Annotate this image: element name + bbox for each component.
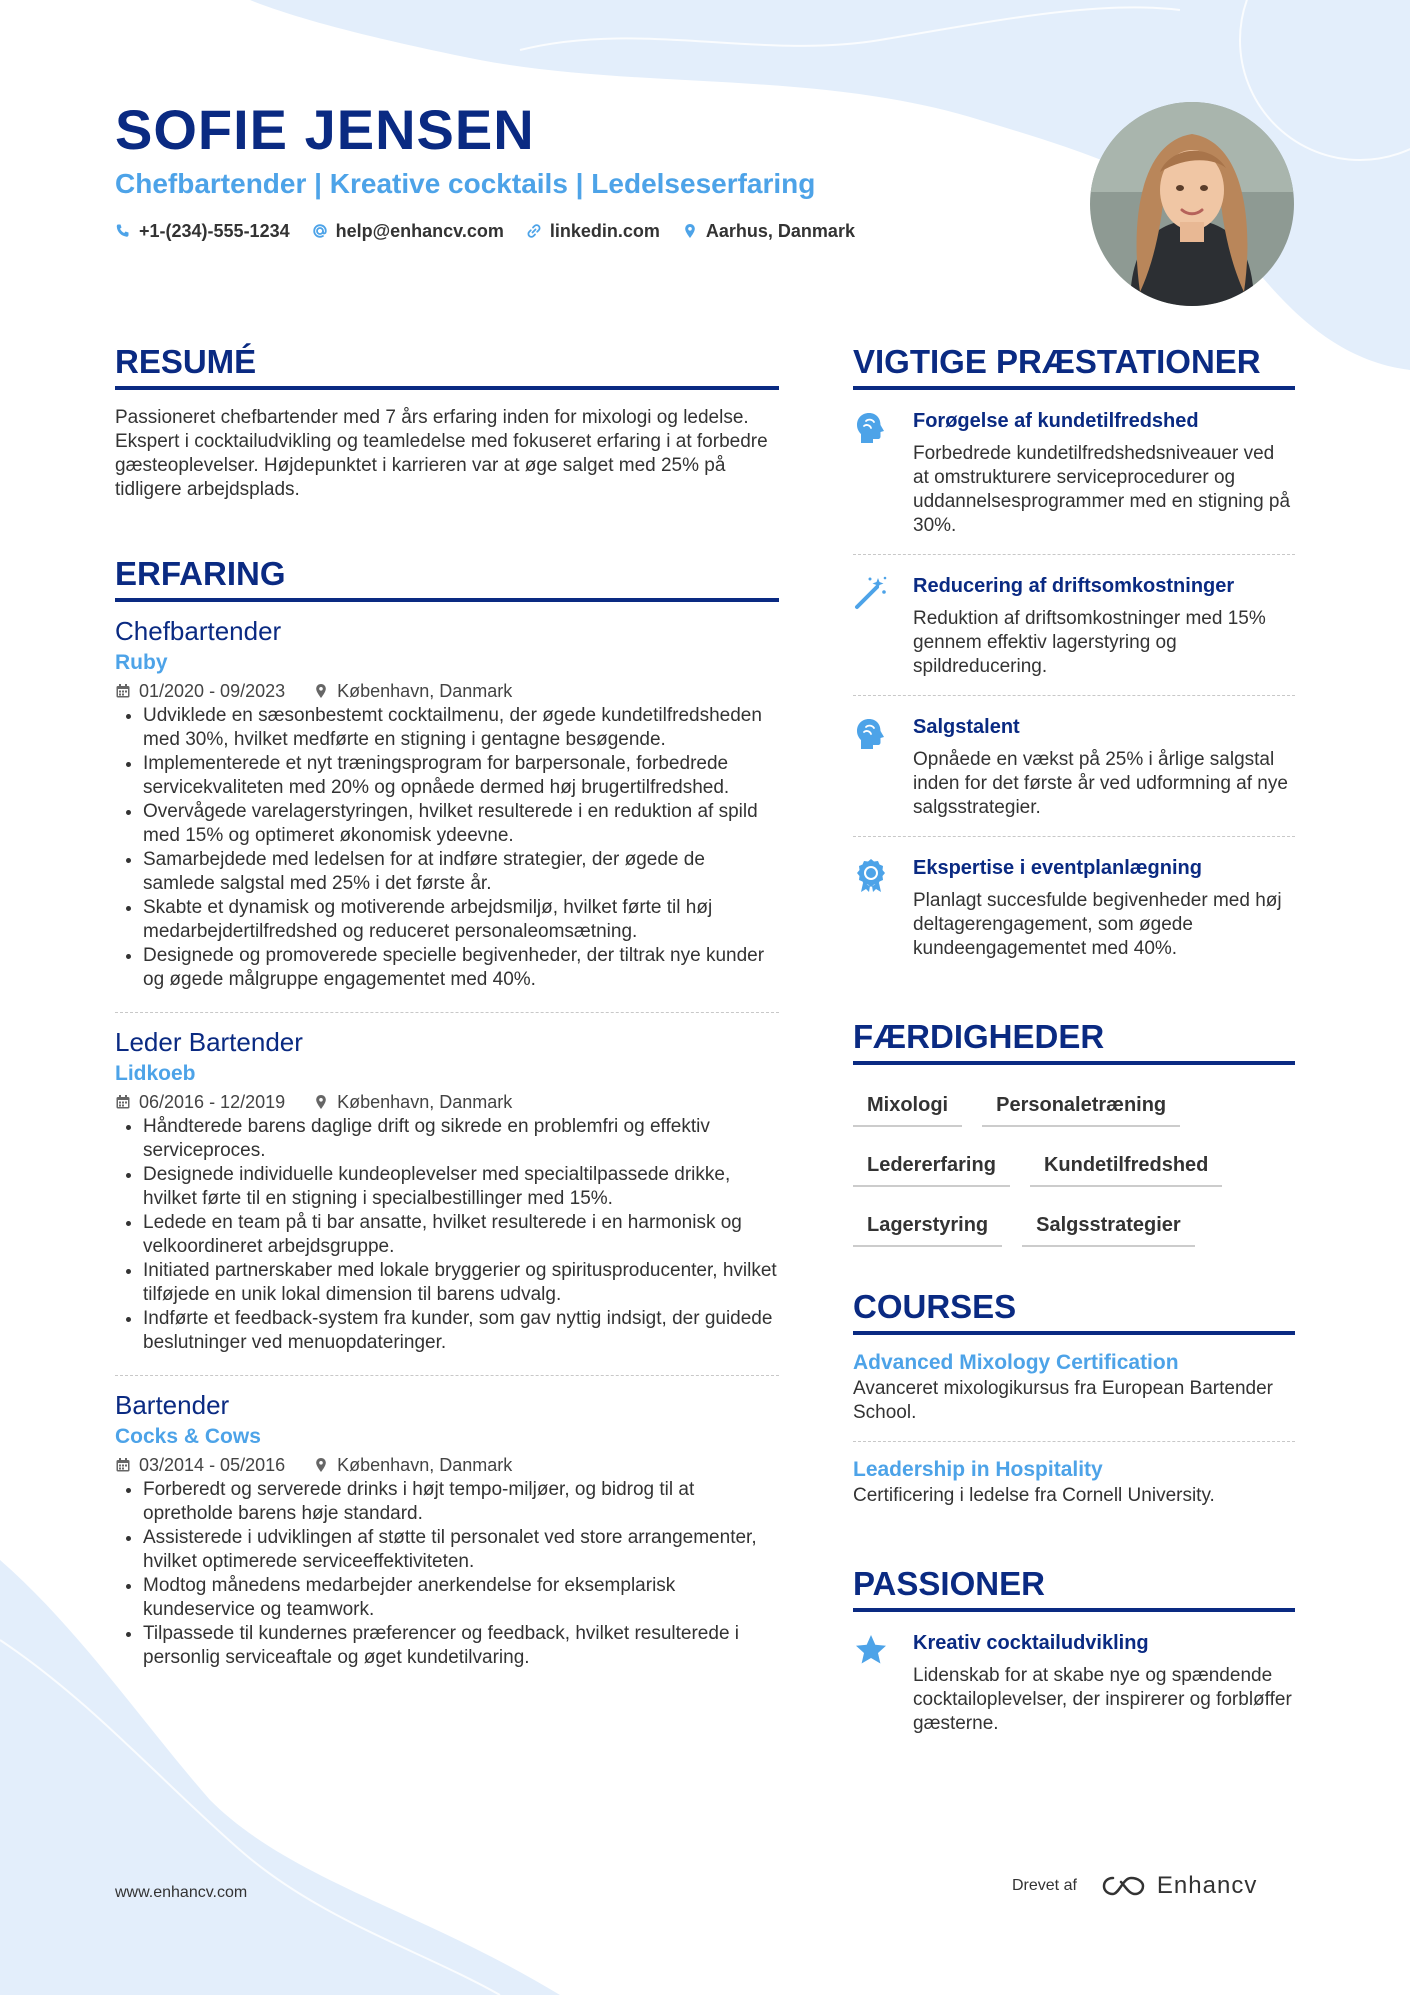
achievements-heading: VIGTIGE PRÆSTATIONER [853, 340, 1295, 390]
award-icon [853, 857, 889, 893]
headline: Chefbartender | Kreative cocktails | Ledelseserfaring [115, 168, 816, 199]
job-bullet: • Modtog månedens medarbejder anerkendelse for eksemplarisk kundeservice og teamwork. [143, 1574, 779, 1622]
job-dates-text: 03/2014 - 05/2016 [139, 1455, 286, 1475]
location-pin-icon [313, 1457, 329, 1473]
job-entry [115, 1376, 779, 1690]
candidate-name: SOFIE JENSEN [115, 98, 535, 161]
job-bullet: • Indførte et feedback-system fra kunder, som gav nyttig indsigt, der guidede beslutninger ved menuopdateringer. [143, 1307, 779, 1355]
enhancv-logo[interactable] [1101, 1872, 1257, 1900]
job-location-text: København, Danmark [337, 1455, 513, 1475]
achievements-section [853, 340, 1295, 977]
achievement-title: Forøgelse af kundetilfredshed [913, 410, 1199, 432]
job-bullet: • Assisterede i udviklingen af støtte til personalet ved store arrangementer, hvilket optimerede serviceeffektiviteten. [143, 1526, 779, 1574]
passion-item [853, 1612, 1295, 1752]
job-title: Chefbartender [115, 616, 282, 646]
summary-text: Passioneret chefbartender med 7 års erfaring inden for mixologi og ledelse. Ekspert i cocktailudvikling og teamledelse med fokuseret erfaring i at forbedre gæsteoplevelser. Højdepunktet i karrieren var at øge salget med 25% på tidligere arbejdsplads. [115, 407, 768, 500]
achievement-item [853, 837, 1295, 977]
footer-website[interactable]: www.enhancv.com [115, 1884, 248, 1901]
job-bullet: • Overvågede varelagerstyringen, hvilket resulterede i en reduktion af spild med 15% og optimeret økonomisk ydeevne. [143, 800, 779, 848]
location-text: Aarhus, Danmark [705, 221, 855, 241]
achievement-description: Reduktion af driftsomkostninger med 15% gennem effektiv lagerstyring og spildreducering. [913, 608, 1266, 677]
course-item [853, 1442, 1295, 1524]
company-name: Lidkoeb [115, 1062, 196, 1085]
job-bullet: • Initiated partnerskaber med lokale bryggerier og spiritusproducenter, hvilket tilføjede en unik lokal dimension til barens udvalg. [143, 1259, 779, 1307]
job-title: Leder Bartender [115, 1027, 303, 1057]
job-meta [115, 1089, 779, 1115]
skill-tag: Salgsstrategier [1022, 1207, 1195, 1247]
linkedin-text: linkedin.com [549, 221, 660, 241]
job-bullet: • Samarbejdede med ledelsen for at indføre strategier, der øgede de samlede salgstal med 25% i det første år. [143, 848, 779, 896]
contact-linkedin[interactable] [526, 218, 660, 244]
head-icon [853, 410, 889, 446]
experience-section [115, 552, 779, 1690]
job-meta [115, 1452, 779, 1478]
summary-section [115, 340, 779, 502]
link-icon [526, 223, 542, 239]
phone-text: +1-(234)-555-1234 [139, 221, 290, 241]
company-name: Cocks & Cows [115, 1425, 261, 1448]
skills-heading: FÆRDIGHEDER [853, 1015, 1295, 1065]
job-bullet: • Forberedt og serverede drinks i højt tempo-miljøer, og bidrog til at opretholde barens høje standard. [143, 1478, 779, 1526]
at-icon [312, 223, 328, 239]
job-bullets [115, 704, 779, 992]
job-dates-text: 01/2020 - 09/2023 [139, 681, 286, 701]
experience-heading: ERFARING [115, 552, 779, 602]
contact-location [682, 218, 855, 244]
job-bullets [115, 1478, 779, 1670]
brand-name: Enhancv [1156, 1872, 1258, 1899]
location-pin-icon [313, 683, 329, 699]
achievement-title: Reducering af driftsomkostninger [913, 575, 1235, 597]
job-dates [115, 678, 285, 704]
company-name: Ruby [115, 651, 168, 674]
passion-description: Lidenskab for at skabe nye og spændende cocktailoplevelser, der inspirerer og forbløffer gæsterne. [913, 1665, 1292, 1734]
achievement-item [853, 390, 1295, 555]
summary-heading: RESUMÉ [115, 340, 779, 390]
head-icon [853, 716, 889, 752]
job-location-text: København, Danmark [337, 1092, 513, 1112]
skill-tag: Personaletræning [982, 1087, 1180, 1127]
star-icon [853, 1632, 889, 1668]
job-bullet: • Designede og promoverede specielle begivenheder, der tiltrak nye kunder og øgede målgruppe engagementet med 40%. [143, 944, 779, 992]
job-bullet: • Implementerede et nyt træningsprogram for barpersonale, forbedrede servicekvaliteten med 20% og opnåede dermed høj brugertilfredshed. [143, 752, 779, 800]
job-bullet: • Skabte et dynamisk og motiverende arbejdsmiljø, hvilket førte til høj medarbejdertilfredshed og reduceret personaleomsætning. [143, 896, 779, 944]
calendar-icon [115, 1457, 131, 1473]
job-dates-text: 06/2016 - 12/2019 [139, 1092, 286, 1112]
achievement-description: Opnåede en vækst på 25% i årlige salgstal inden for det første år ved udformning af nye salgsstrategier. [913, 749, 1288, 818]
passions-heading: PASSIONER [853, 1562, 1295, 1612]
job-location-text: København, Danmark [337, 681, 513, 701]
skill-tag: Mixologi [853, 1087, 962, 1127]
achievement-item [853, 696, 1295, 837]
location-pin-icon [682, 223, 698, 239]
passion-title: Kreativ cocktailudvikling [913, 1632, 1149, 1654]
job-dates [115, 1452, 285, 1478]
right-column [853, 340, 1295, 1752]
passions-section [853, 1562, 1295, 1752]
courses-section [853, 1285, 1295, 1524]
job-bullet: • Håndterede barens daglige drift og sikrede en problemfri og effektiv serviceproces. [143, 1115, 779, 1163]
courses-heading: COURSES [853, 1285, 1295, 1335]
job-location [313, 1452, 512, 1478]
job-bullets [115, 1115, 779, 1355]
job-meta [115, 678, 779, 704]
profile-photo [1090, 102, 1294, 306]
job-bullet: • Tilpassede til kundernes præferencer og feedback, hvilket resulterede i personlig serviceaftale og øget kundetilvaring. [143, 1622, 779, 1670]
job-location [313, 678, 512, 704]
contact-bar [115, 218, 855, 244]
course-item [853, 1335, 1295, 1442]
left-column [115, 340, 779, 1690]
skills-section [853, 1015, 1295, 1247]
footer-branding [1012, 1872, 1257, 1900]
magic-wand-icon [853, 575, 889, 611]
powered-by-label: Drevet af [1012, 1877, 1077, 1894]
job-title: Bartender [115, 1390, 230, 1420]
achievement-title: Ekspertise i eventplanlægning [913, 857, 1202, 879]
skill-tag: Kundetilfredshed [1030, 1147, 1222, 1187]
achievement-item [853, 555, 1295, 696]
job-bullet: • Designede individuelle kundeoplevelser med specialtilpassede drikke, hvilket førte til en stigning i specialbestillinger med 15%. [143, 1163, 779, 1211]
achievement-title: Salgstalent [913, 716, 1020, 738]
job-dates [115, 1089, 285, 1115]
job-location [313, 1089, 512, 1115]
contact-phone[interactable] [115, 218, 290, 244]
phone-icon [115, 223, 131, 239]
calendar-icon [115, 683, 131, 699]
skill-tag: Lagerstyring [853, 1207, 1002, 1247]
course-title: Advanced Mixology Certification [853, 1351, 1179, 1374]
job-entry [115, 602, 779, 1013]
course-description: Avanceret mixologikursus fra European Bartender School. [853, 1378, 1273, 1423]
course-description: Certificering i ledelse fra Cornell University. [853, 1485, 1215, 1506]
contact-email[interactable] [312, 218, 504, 244]
course-title: Leadership in Hospitality [853, 1458, 1103, 1481]
email-text: help@enhancv.com [335, 221, 504, 241]
skill-tag: Ledererfaring [853, 1147, 1010, 1187]
achievement-description: Forbedrede kundetilfredshedsniveauer ved at omstrukturere serviceprocedurer og uddannelsesprogrammer med en stigning på 30%. [913, 443, 1291, 536]
calendar-icon [115, 1094, 131, 1110]
job-bullet: • Udviklede en sæsonbestemt cocktailmenu, der øgede kundetilfredsheden med 30%, hvilket medførte en stigning i gentagne besøgende. [143, 704, 779, 752]
job-bullet: • Ledede en team på ti bar ansatte, hvilket resulterede i en harmonisk og velkoordineret arbejdsgruppe. [143, 1211, 779, 1259]
job-entry [115, 1013, 779, 1376]
achievement-description: Planlagt succesfulde begivenheder med høj deltagerengagement, som øgede kundeengagementet med 40%. [913, 890, 1282, 959]
infinity-logo-icon [1101, 1874, 1147, 1898]
skills-list [853, 1087, 1295, 1247]
location-pin-icon [313, 1094, 329, 1110]
